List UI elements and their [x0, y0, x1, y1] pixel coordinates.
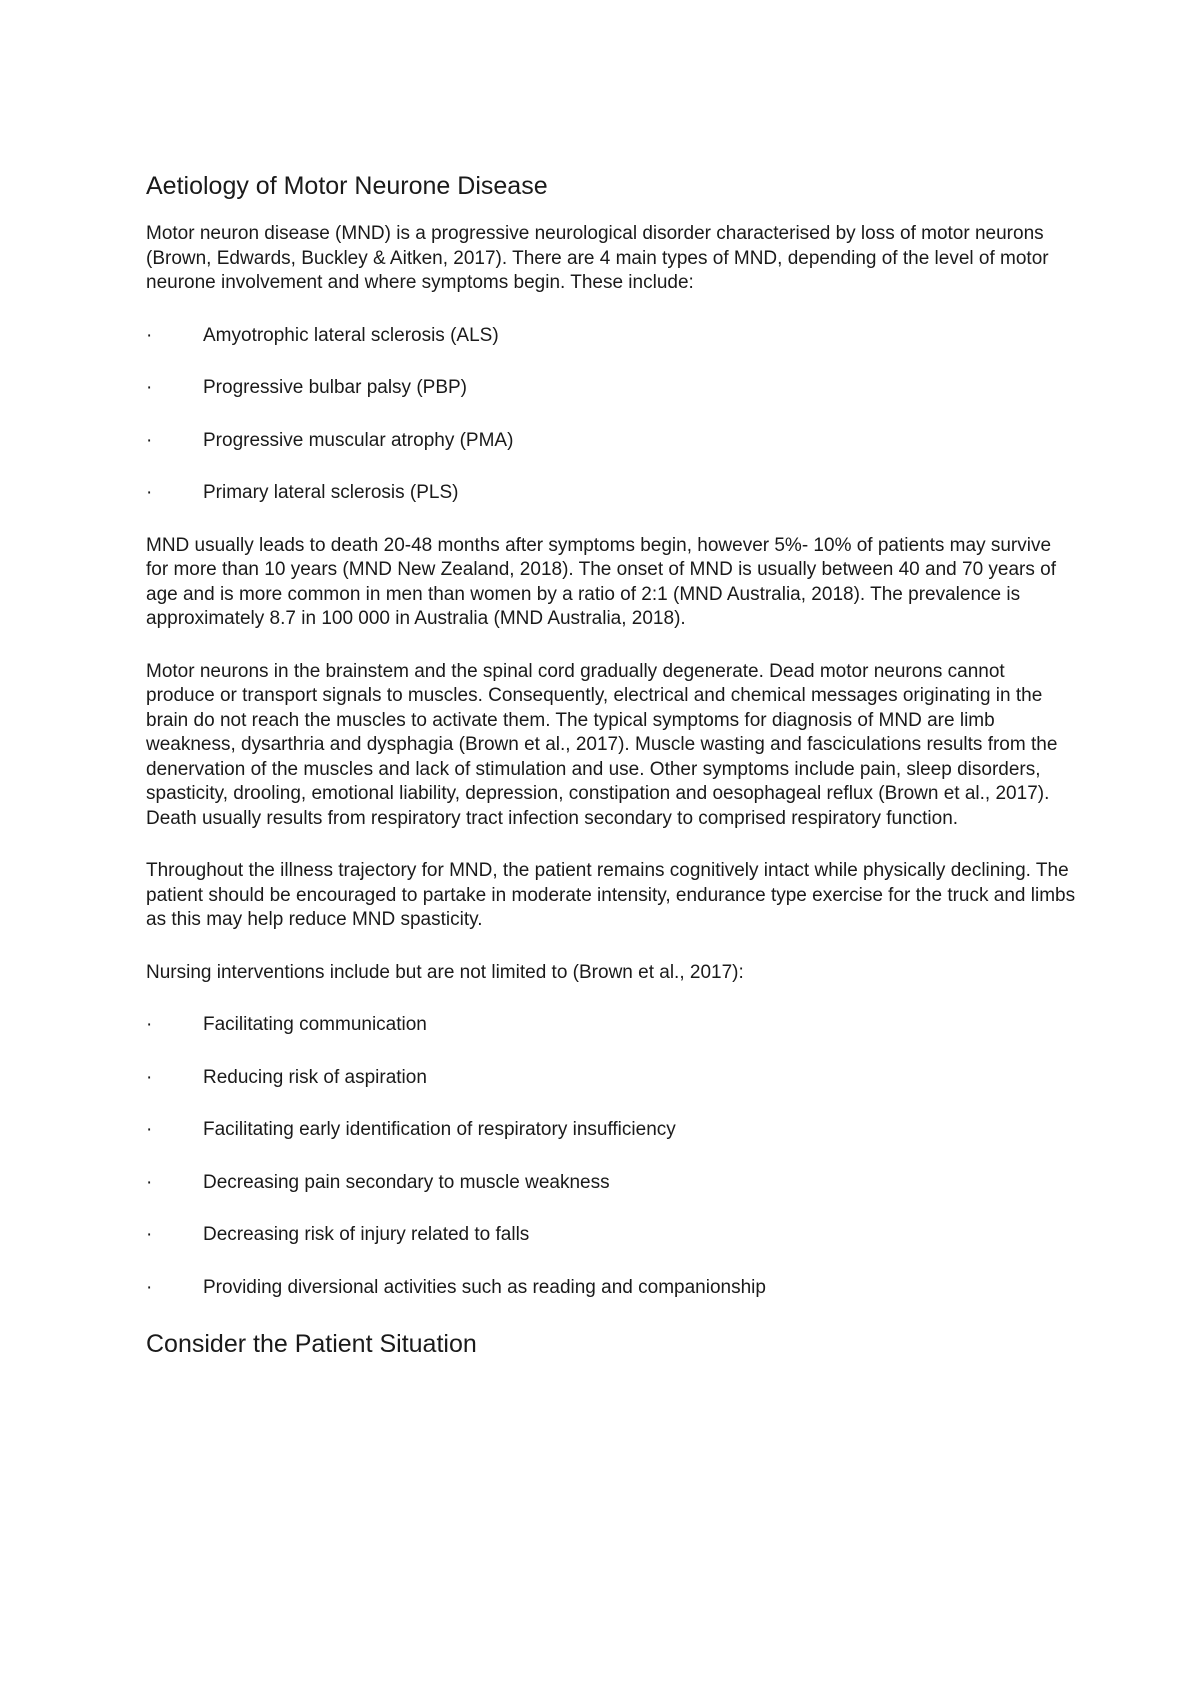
nursing-interventions-list	[146, 1013, 1076, 1300]
bullet-icon: ·	[146, 1066, 153, 1088]
interventions-intro-paragraph: Nursing interventions include but are not limited to (Brown et al., 2017):	[146, 961, 744, 983]
bullet-icon: ·	[146, 1224, 153, 1245]
list-item	[146, 376, 1076, 401]
list-item	[146, 1171, 1076, 1196]
bullet-icon: ·	[146, 1014, 153, 1035]
mnd-types-list	[146, 324, 1076, 506]
list-item-text: Decreasing risk of injury related to falls	[203, 1224, 530, 1245]
list-item	[146, 1013, 1076, 1038]
list-item-text: Amyotrophic lateral sclerosis (ALS)	[203, 324, 499, 346]
list-item-text: Facilitating communication	[203, 1014, 427, 1035]
list-item	[146, 324, 1076, 349]
list-item	[146, 1118, 1076, 1143]
bullet-icon: ·	[146, 324, 153, 346]
trajectory-paragraph: Throughout the illness trajectory for MND, the patient remains cognitively intact while physically declining. The patient should be encouraged to partake in moderate intensity, endurance type exercise for the truck and limbs as this may help reduce MND spasticity.	[146, 860, 1076, 930]
list-item-text: Reducing risk of aspiration	[203, 1066, 427, 1088]
list-item	[146, 1223, 1076, 1248]
list-item	[146, 1066, 1076, 1091]
prognosis-paragraph: MND usually leads to death 20-48 months after symptoms begin, however 5%- 10% of patients may survive for more than 10 years (MND New Zealand, 2018). The onset of MND is usually between 40 and 70 years of age and is more common in men than women by a ratio of 2:1 (MND Australia, 2018). The prevalence is approximately 8.7 in 100 000 in Australia (MND Australia, 2018).	[146, 534, 1056, 629]
bullet-icon: ·	[146, 482, 153, 503]
bullet-icon: ·	[146, 377, 153, 398]
list-item-text: Primary lateral sclerosis (PLS)	[203, 482, 459, 503]
bullet-icon: ·	[146, 1276, 153, 1298]
list-item-text: Progressive muscular atrophy (PMA)	[203, 429, 514, 451]
intro-paragraph: Motor neuron disease (MND) is a progressive neurological disorder characterised by loss of motor neurons (Brown, Edwards, Buckley & Aitken, 2017). There are 4 main types of MND, depending of the level of motor neurone involvement and where symptoms begin. These include:	[146, 223, 1049, 293]
bullet-icon: ·	[146, 429, 153, 451]
list-item-text: Providing diversional activities such as reading and companionship	[203, 1276, 766, 1298]
bullet-icon: ·	[146, 1119, 153, 1140]
list-item-text: Decreasing pain secondary to muscle weakness	[203, 1171, 610, 1193]
document-title: Aetiology of Motor Neurone Disease	[146, 172, 548, 200]
list-item	[146, 1276, 1076, 1301]
list-item	[146, 481, 1076, 506]
pathophysiology-paragraph: Motor neurons in the brainstem and the spinal cord gradually degenerate. Dead motor neurons cannot produce or transport signals to muscles. Consequently, electrical and chemical messages originating in the brain do not reach the muscles to activate them. The typical symptoms for diagnosis of MND are limb weakness, dysarthria and dysphagia (Brown et al., 2017). Muscle wasting and fasciculations results from the denervation of the muscles and lack of stimulation and use. Other symptoms include pain, sleep disorders, spasticity, drooling, emotional liability, depression, constipation and oesophageal reflux (Brown et al., 2017). Death usually results from respiratory tract infection secondary to comprised respiratory function.	[146, 660, 1058, 829]
document-body	[146, 170, 1076, 1360]
list-item-text: Facilitating early identification of respiratory insufficiency	[203, 1119, 676, 1140]
list-item	[146, 429, 1076, 454]
section-heading: Consider the Patient Situation	[146, 1330, 477, 1358]
bullet-icon: ·	[146, 1171, 153, 1193]
list-item-text: Progressive bulbar palsy (PBP)	[203, 377, 467, 398]
